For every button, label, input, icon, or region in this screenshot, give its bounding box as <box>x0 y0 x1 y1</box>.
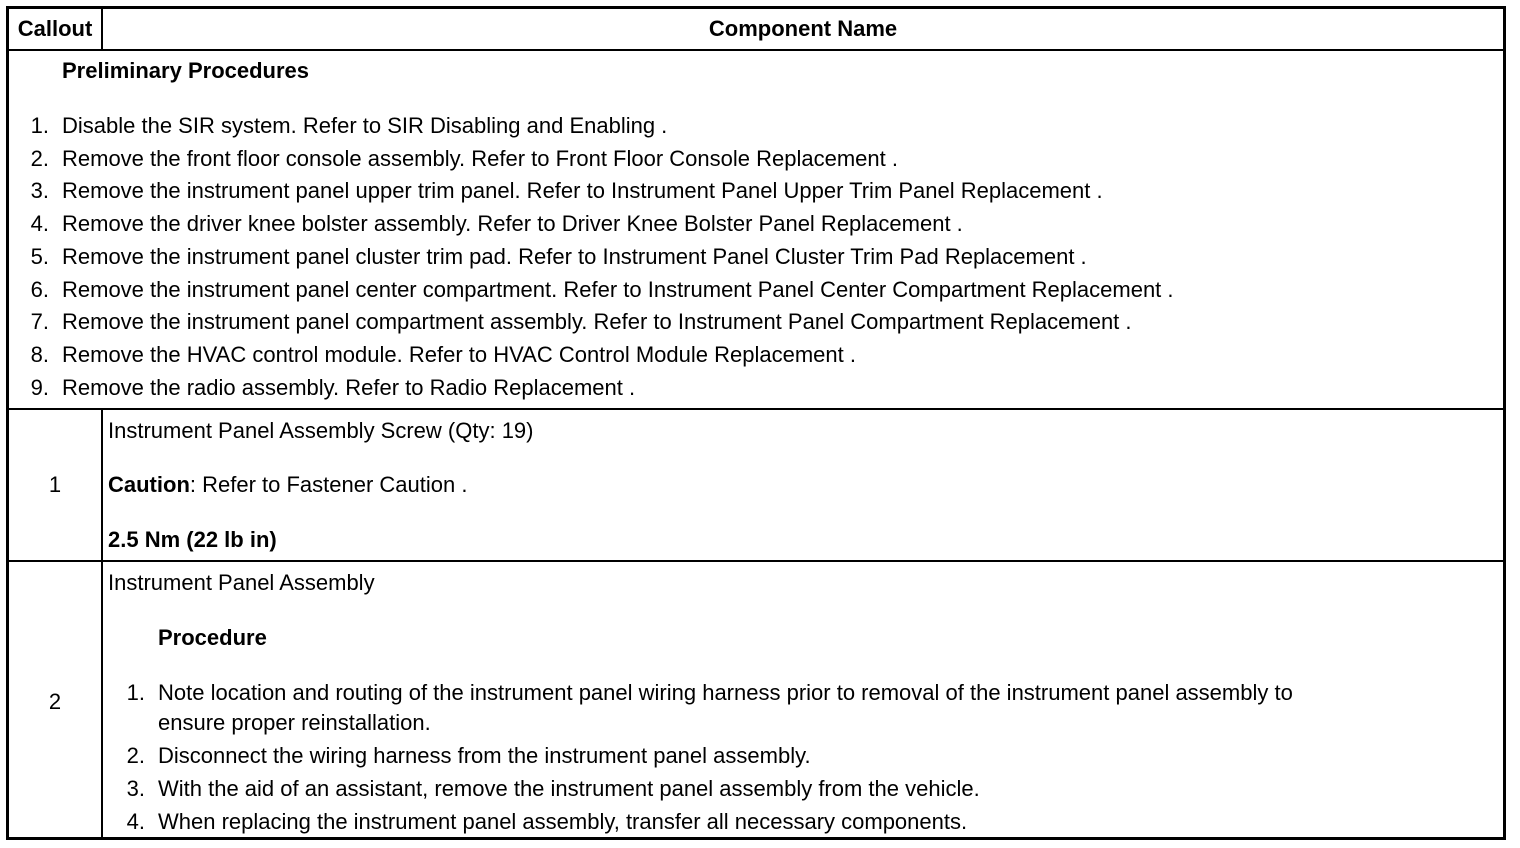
component-table <box>6 6 1506 840</box>
torque-spec: 2.5 Nm (22 lb in) <box>108 527 277 552</box>
prelim-step-number: 7. <box>30 309 49 334</box>
prelim-step-text: Remove the instrument panel compartment assembly. Refer to Instrument Panel Compartment Replacement . <box>62 309 1132 334</box>
preliminary-title: Preliminary Procedures <box>62 58 310 83</box>
procedure-step-text: With the aid of an assistant, remove the instrument panel assembly from the vehicle. <box>158 776 980 801</box>
column-divider-rows <box>101 408 103 837</box>
row1-divider <box>9 560 1503 562</box>
prelim-step-text: Remove the front floor console assembly. Refer to Front Floor Console Replacement . <box>62 146 898 171</box>
procedure-step-number: 4. <box>126 809 145 834</box>
procedure-step-number: 2. <box>126 743 145 768</box>
procedure-step-text: When replacing the instrument panel assembly, transfer all necessary components. <box>158 809 968 834</box>
prelim-step-text: Disable the SIR system. Refer to SIR Disabling and Enabling . <box>62 113 668 138</box>
prelim-step-number: 8. <box>30 342 49 367</box>
prelim-step-text: Remove the radio assembly. Refer to Radio Replacement . <box>62 375 636 400</box>
procedure-step-number: 3. <box>126 776 145 801</box>
caution-text: : Refer to Fastener Caution . <box>189 472 468 497</box>
procedure-step-text: Note location and routing of the instrument panel wiring harness prior to removal of the instrument panel assembly to <box>158 680 1293 705</box>
procedure-title: Procedure <box>158 625 267 650</box>
prelim-step-number: 2. <box>30 146 49 171</box>
procedure-step-text: Disconnect the wiring harness from the instrument panel assembly. <box>158 743 811 768</box>
prelim-step-text: Remove the driver knee bolster assembly. Refer to Driver Knee Bolster Panel Replacement . <box>62 211 963 236</box>
prelim-step-text: Remove the HVAC control module. Refer to HVAC Control Module Replacement . <box>62 342 856 367</box>
prelim-step-number: 9. <box>30 375 49 400</box>
prelim-step-number: 1. <box>30 113 49 138</box>
procedure-step-number: 1. <box>126 680 145 705</box>
prelim-step-text: Remove the instrument panel upper trim panel. Refer to Instrument Panel Upper Trim Panel Replacement . <box>62 178 1103 203</box>
component-name-header: Component Name <box>708 16 898 41</box>
callout-header: Callout <box>17 16 93 41</box>
caution-note <box>108 471 467 499</box>
prelim-step-text: Remove the instrument panel center compartment. Refer to Instrument Panel Center Compartment Replacement . <box>62 277 1174 302</box>
header-divider <box>9 49 1503 51</box>
preliminary-divider <box>9 408 1503 410</box>
component-name: Instrument Panel Assembly Screw (Qty: 19) <box>108 418 534 443</box>
prelim-step-number: 5. <box>30 244 49 269</box>
prelim-step-number: 3. <box>30 178 49 203</box>
prelim-step-text: Remove the instrument panel cluster trim pad. Refer to Instrument Panel Cluster Trim Pad Replacement . <box>62 244 1087 269</box>
procedure-step-text-continued: ensure proper reinstallation. <box>158 710 431 735</box>
prelim-step-number: 6. <box>30 277 49 302</box>
prelim-step-number: 4. <box>30 211 49 236</box>
component-name: Instrument Panel Assembly <box>108 570 375 595</box>
callout-number: 1 <box>48 472 62 497</box>
caution-label: Caution <box>108 472 190 497</box>
callout-number: 2 <box>48 689 62 714</box>
